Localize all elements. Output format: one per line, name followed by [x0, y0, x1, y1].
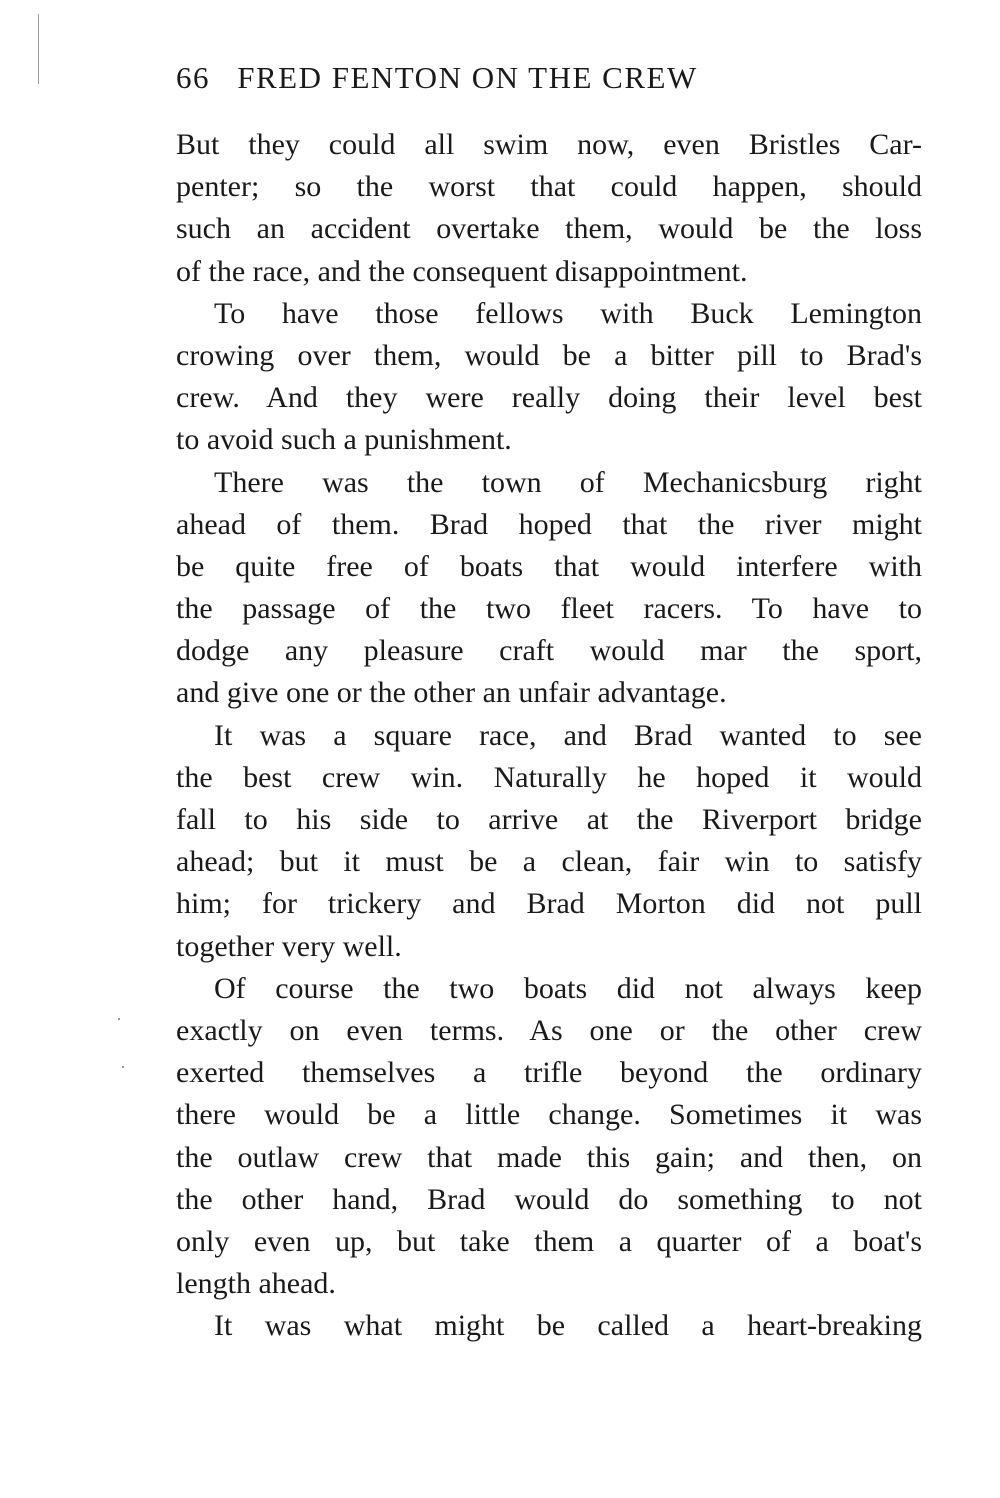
text-line: dodge any pleasure craft would mar the sport, [176, 634, 922, 668]
text-line: together very well. [176, 929, 402, 963]
text-line: crew. And they were really doing their level best [176, 381, 922, 415]
text-line: exerted themselves a trifle beyond the ordinary [176, 1056, 922, 1090]
text-line: To have those fellows with Buck Lemington [214, 296, 922, 330]
page-number: 66 [176, 60, 210, 95]
running-title: FRED FENTON ON THE CREW [237, 60, 698, 95]
margin-speck [38, 14, 39, 84]
text-line: such an accident overtake them, would be the loss [176, 212, 922, 246]
text-line: the outlaw crew that made this gain; and then, on [176, 1140, 922, 1174]
text-line: the passage of the two fleet racers. To have to [176, 592, 922, 626]
text-line: the best crew win. Naturally he hoped it would [176, 760, 922, 794]
text-line: be quite free of boats that would interfere with [176, 549, 922, 583]
text-line: ahead of them. Brad hoped that the river might [176, 507, 922, 541]
text-line: the other hand, Brad would do something to not [176, 1182, 922, 1216]
text-line: There was the town of Mechanicsburg right [214, 465, 922, 499]
text-line: only even up, but take them a quarter of a boat's [176, 1224, 922, 1258]
body-text [176, 124, 922, 1347]
text-line: and give one or the other an unfair advantage. [176, 676, 727, 710]
text-line: penter; so the worst that could happen, should [176, 170, 922, 204]
running-head [176, 58, 876, 98]
text-line: It was a square race, and Brad wanted to see [214, 718, 922, 752]
text-line: It was what might be called a heart-breaking [214, 1309, 922, 1343]
text-line: ahead; but it must be a clean, fair win to satisfy [176, 845, 922, 879]
text-line: to avoid such a punishment. [176, 423, 512, 457]
text-line: there would be a little change. Sometimes it was [176, 1098, 922, 1132]
text-line: of the race, and the consequent disappointment. [176, 254, 748, 288]
text-line: fall to his side to arrive at the Riverport bridge [176, 803, 922, 836]
text-line: length ahead. [176, 1267, 336, 1301]
text-line: Of course the two boats did not always keep [214, 971, 922, 1005]
margin-speck [122, 1066, 124, 1068]
text-line: exactly on even terms. As one or the other crew [176, 1013, 922, 1047]
text-line: him; for trickery and Brad Morton did not pull [176, 887, 922, 921]
margin-speck [118, 1018, 120, 1020]
text-line: But they could all swim now, even Bristles Car- [176, 128, 922, 161]
text-line: crowing over them, would be a bitter pill to Brad's [176, 338, 922, 372]
